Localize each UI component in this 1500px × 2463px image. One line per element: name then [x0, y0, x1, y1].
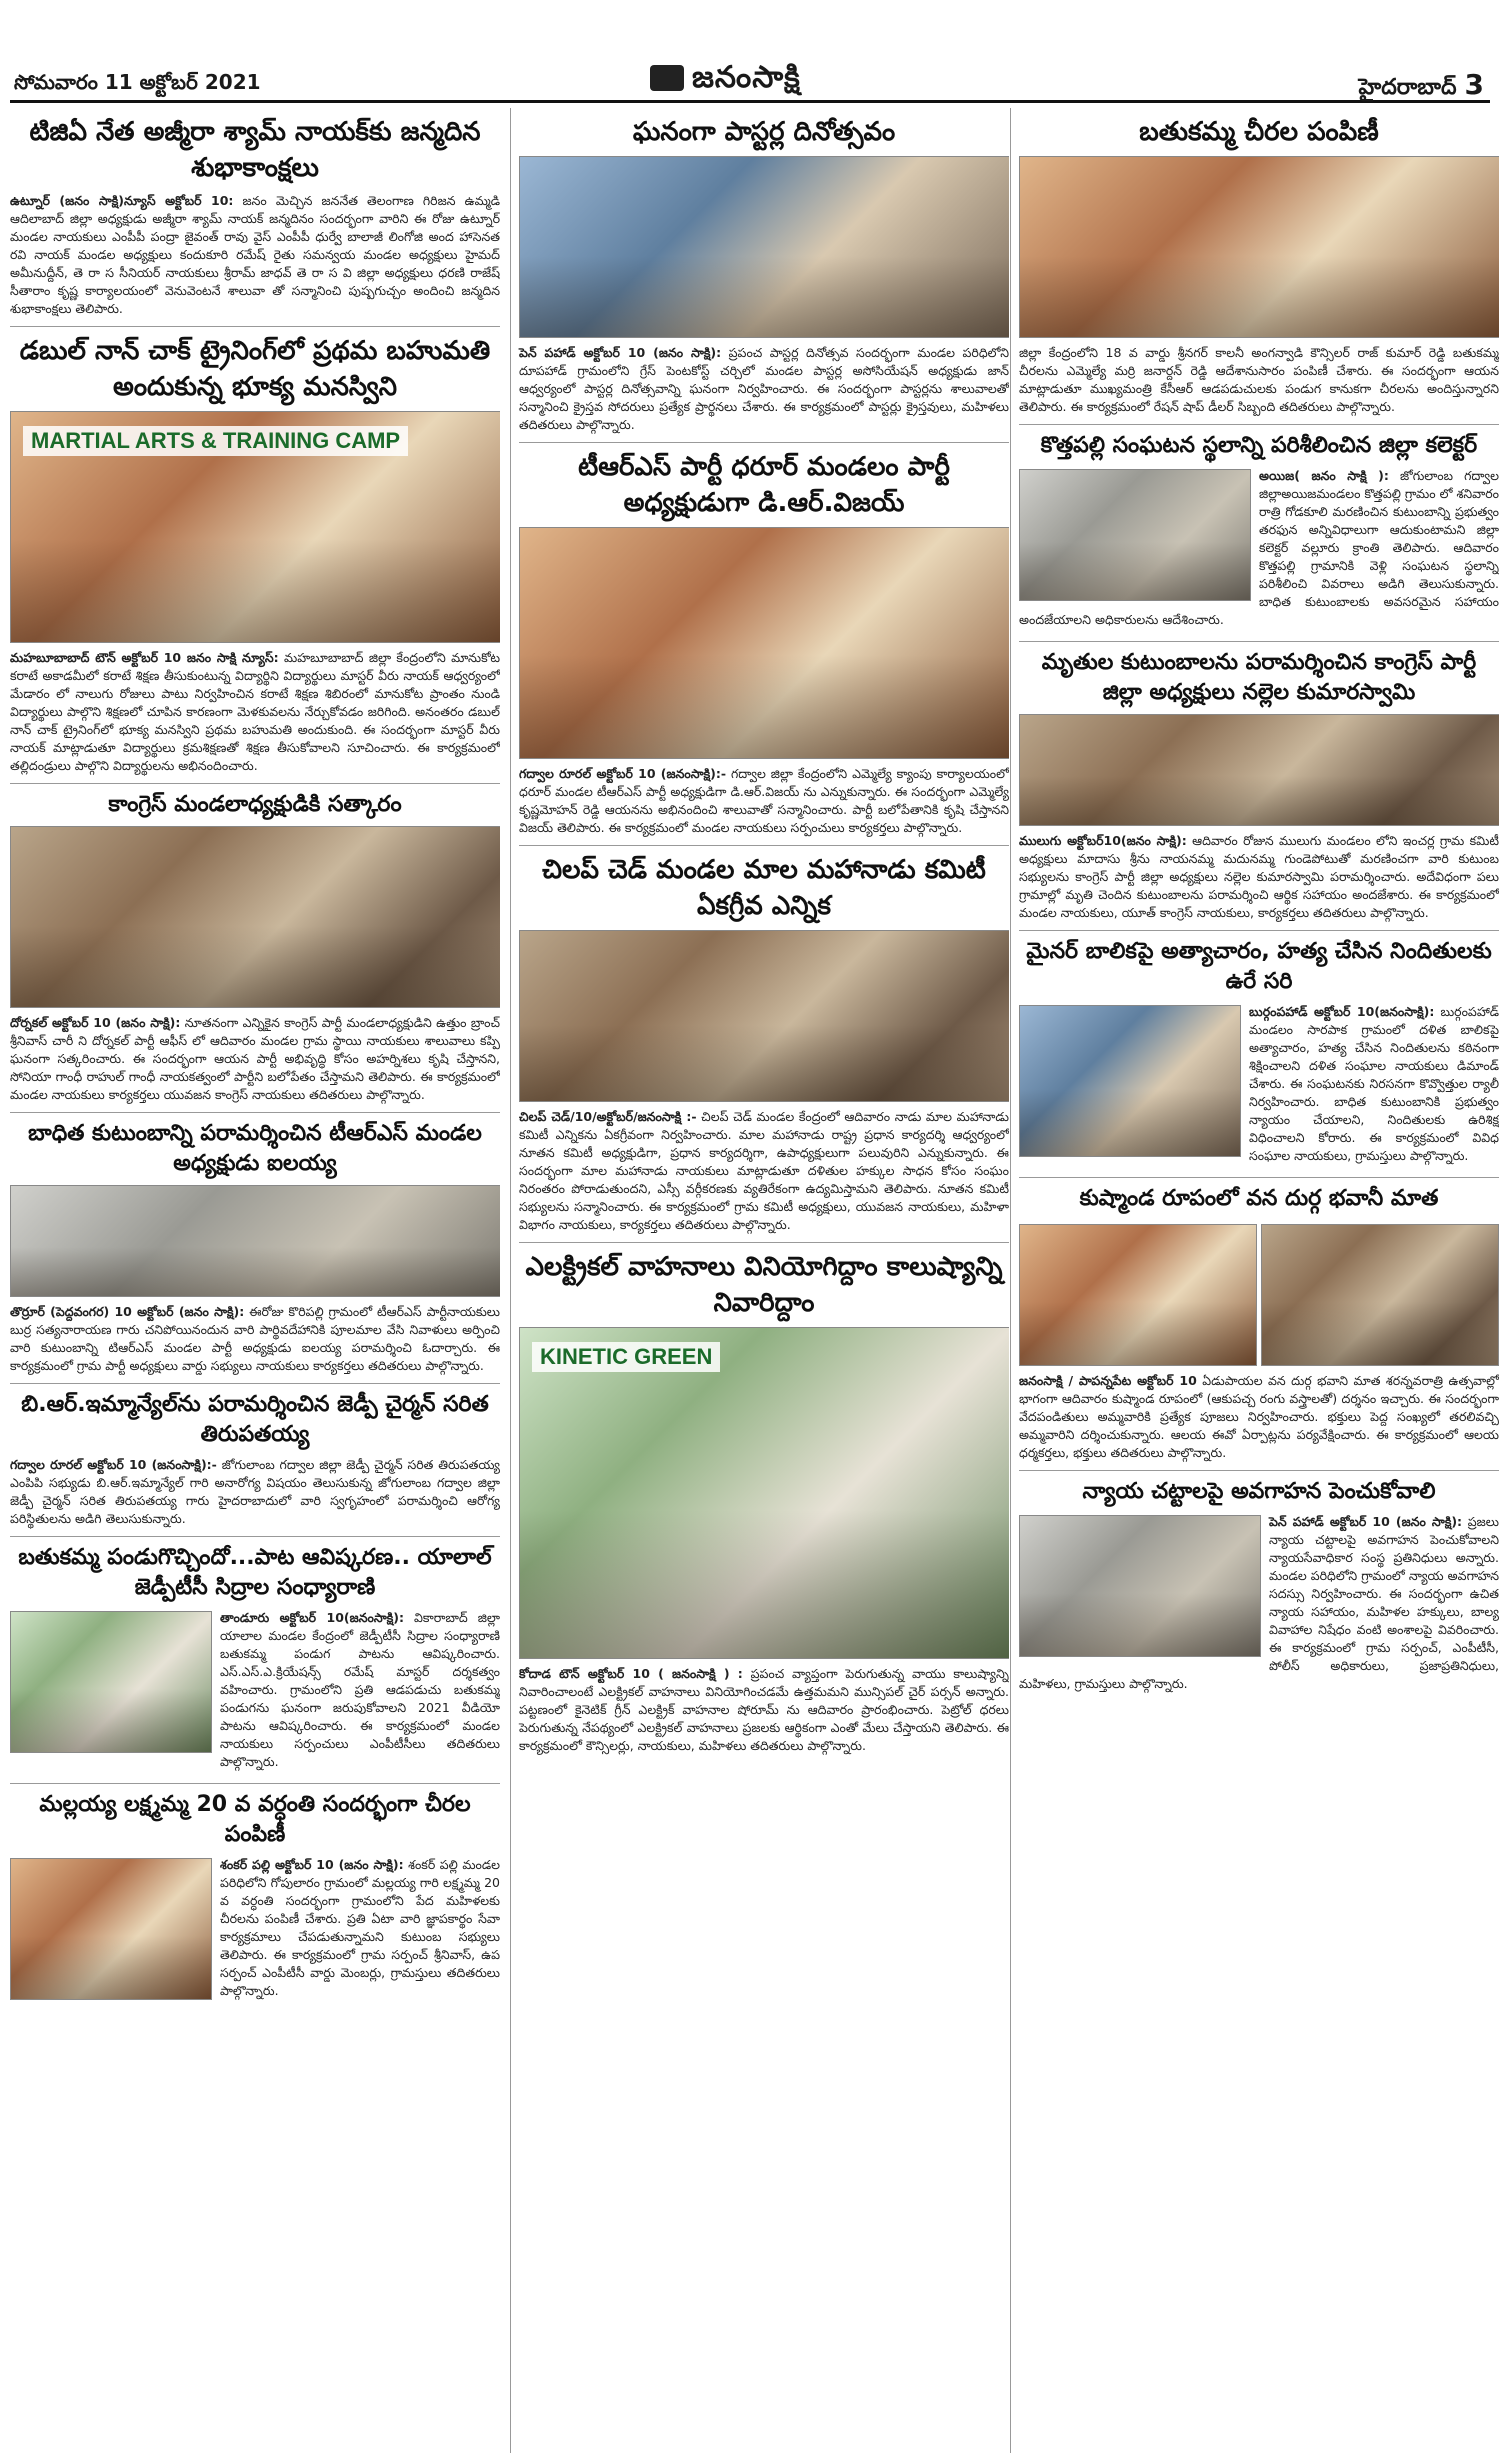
article-dateline: జనంసాక్షి / పాపన్నపేట అక్టోబర్ 10 [1019, 1373, 1197, 1388]
article-headline: మృతుల కుటుంబాలను పరామర్శించిన కాంగ్రెస్ పార్టీ జిల్లా అధ్యక్షులు నల్లెల కుమారస్వామి [1041, 650, 1477, 705]
masthead-city [1359, 68, 1484, 105]
paper-logo-icon [650, 65, 684, 91]
article-headline: టిజిఏ నేత అజ్మీరా శ్యామ్ నాయక్‌కు జన్మదిన శుభాకాంక్షలు [29, 117, 481, 183]
article-dateline: అయిజ( జనం సాక్షి ): [1259, 468, 1389, 483]
article-mala-mahanadu [519, 852, 1009, 1234]
article-congress-consolation [1019, 648, 1499, 922]
article-dateline: మహబూబాబాద్ టౌన్ అక్టోబర్ 10 జనం సాక్షి న్యూస్: [10, 650, 279, 665]
divider [519, 845, 1009, 846]
divider [1019, 424, 1499, 425]
article-text: శంకర్ పల్లి మండల పరిధిలోని గోపులారం గ్రామంలో మల్లయ్య గారి లక్ష్మమ్మ 20 వ వర్ధంతి సందర్భంగా గ్రామంలోని పేద మహిళలకు చీరలను పంపిణీ చేశారు. ప్రతి ఏటా వారి జ్ఞాపకార్థం సేవా కార్యక్రమాలు చేపడుతున్నామని కుటుంబ సభ్యులు తెలిపారు. ఈ కార్యక్రమంలో గ్రామ సర్పంచ్ శ్రీనివాస్, ఉప సర్పంచ్ ఎంపీటీసీ వార్డు మెంబర్లు, గ్రామస్తులు తదితరులు పాల్గొన్నారు. [220, 1857, 500, 1998]
masthead [10, 8, 1490, 103]
deity-photo [1261, 1224, 1499, 1366]
divider [10, 326, 500, 327]
article-headline: కాంగ్రెస్ మండలాధ్యక్షుడికి సత్కారం [108, 792, 402, 817]
article-text: ఆదివారం రోజున ములుగు మండలం లోని ఇంచర్ల గ్రామ కమిటీ అధ్యక్షులు మాదాసు శ్రీను నాయనమ్మ మదునమ్మ గుండెపోటుతో మరణించగా వారి కుటుంబ సభ్యులను కాంగ్రెస్ పార్టీ జిల్లా అధ్యక్షులు నల్లెల కుమారస్వామి పరామర్శించారు. అదేవిధంగా పలు గ్రామాల్లో మృతి చెందిన కుటుంబాలను పరామర్శించి ఆర్థిక సహాయం అందజేశారు. ఈ కార్యక్రమంలో మండల నాయకులు, యూత్ కాంగ్రెస్ నాయకులు, కార్యకర్తలు తదితరులు పాల్గొన్నారు. [1019, 833, 1499, 920]
divider [10, 783, 500, 784]
article-headline: చిలప్ చెడ్ మండల మాల మహానాడు కమిటీ ఏకగ్రీవ ఎన్నిక [542, 855, 986, 921]
article-headline: డబుల్ నాన్ చాక్ ట్రైనింగ్‌లో ప్రథమ బహుమతి అందుకున్న భూక్య మనస్విని [19, 336, 491, 402]
article-legal-awareness [1019, 1477, 1499, 1693]
article-body [1019, 832, 1499, 922]
article-body [519, 1108, 1009, 1234]
article-pastors-day [519, 114, 1009, 434]
article-dateline: పెన్ పహాడ్ అక్టోబర్ 10 (జనం సాక్షి): [1269, 1514, 1463, 1529]
article-dateline: గద్వాల రూరల్ అక్టోబర్ 10 (జనంసాక్షి):- [10, 1457, 217, 1472]
article-text: ప్రజలు న్యాయ చట్టాలపై అవగాహన పెంచుకోవాలని న్యాయసేవాధికార సంస్థ ప్రతినిధులు అన్నారు. మండల పరిధిలోని గ్రామంలో న్యాయ అవగాహన సదస్సు నిర్వహించారు. ఈ సందర్భంగా ఉచిత న్యాయ సహాయం, మహిళల హక్కులు, బాల్య వివాహాల నిషేధం వంటి అంశాలపై వివరించారు. ఈ కార్యక్రమంలో గ్రామ సర్పంచ్, ఎంపీటీసీ, పోలీస్ అధికారులు, ప్రజాప్రతినిధులు, మహిళలు, గ్రామస్తులు పాల్గొన్నారు. [1019, 1514, 1499, 1691]
article-photo [519, 156, 1009, 338]
article-dateline: ఉట్నూర్ (జనం సాక్షి)న్యూస్ అక్టోబర్ 10: [10, 193, 234, 208]
article-headline: బతుకమ్మ పండుగొచ్చిందో...పాట ఆవిష్కరణ.. యాలాల్ జెడ్పీటీసీ సిద్రాల సంధ్యారాణి [18, 1545, 492, 1600]
divider [1019, 1177, 1499, 1178]
article-text: జిల్లా కేంద్రంలోని 18 వ వార్డు శ్రీనగర్ కాలనీ అంగన్వాడి కౌన్సిలర్ రాజ్ కుమార్ రెడ్డి బతుకమ్మ చీరలను ఎమ్మెల్యే మర్రి జనార్దన్ రెడ్డి ఆదేశానుసారం పంపిణీ చేశారు. ఈ సందర్భంగా ఆయన మాట్లాడుతూ ముఖ్యమంత్రి కేసీఆర్ ఆడపడుచులకు పండుగ కానుకగా చీరలను అందిస్తున్నారని తెలిపారు. ఈ కార్యక్రమంలో రేషన్ షాప్ డీలర్ సిబ్బంది తదితరులు పాల్గొన్నారు. [1019, 345, 1499, 414]
article-headline: బాధిత కుటుంబాన్ని పరామర్శించిన టీఆర్ఎస్ మండల అధ్యక్షుడు ఐలయ్య [28, 1121, 482, 1176]
article-minor-girl-justice [1019, 937, 1499, 1173]
article-photo [10, 1185, 500, 1297]
article-headline: టీఆర్ఎస్ పార్టీ ధరూర్ మండలం పార్టీ అధ్యక్షుడుగా డి.ఆర్.విజయ్ [578, 452, 950, 518]
article-headline: ఘనంగా పాస్టర్ల దినోత్సవం [632, 117, 896, 147]
article-headline: న్యాయ చట్టాలపై అవగాహన పెంచుకోవాలి [1082, 1479, 1436, 1504]
article-body [1019, 344, 1499, 416]
article-body [10, 649, 500, 775]
divider [1019, 1470, 1499, 1471]
article-headline: మల్లయ్య లక్ష్మమ్మ 20 వ వర్ధంతి సందర్భంగా చీరల పంపిణీ [39, 1792, 471, 1847]
article-karate-prize [10, 333, 500, 775]
article-text: వికారాబాద్ జిల్లా యాలాల మండల కేంద్రంలో జెడ్పీటీసీ సిద్రాల సంధ్యారాణి బతుకమ్మ పండుగ పాటను ఆవిష్కరించారు. ఎస్.ఎస్.ఎ.క్రియేషన్స్ రమేష్ మాస్టర్ దర్శకత్వం వహించారు. గ్రామంలోని ప్రతి ఆడపడుచు బతుకమ్మ పండుగను ఘనంగా జరుపుకోవాలని 2021 వీడియో పాటను ఆవిష్కరించారు. ఈ కార్యక్రమంలో మండల నాయకులు సర్పంచులు ఎంపీటీసీలు తదితరులు పాల్గొన్నారు. [220, 1610, 500, 1769]
article-photo [10, 1858, 212, 2000]
article-body [10, 1014, 500, 1104]
divider [10, 1536, 500, 1537]
temple-photo [1019, 1224, 1257, 1366]
article-dateline: బుర్గంపహాడ్ అక్టోబర్ 10(జనంసాక్షి): [1249, 1004, 1435, 1019]
column-2 [510, 108, 1009, 2453]
article-body [10, 1303, 500, 1375]
article-birthday-wishes [10, 114, 500, 318]
article-body [10, 1456, 500, 1528]
article-text: జనం మెచ్చిన జననేత తెలంగాణ గిరిజన ఉమ్మడి ఆదిలాబాద్ జిల్లా అధ్యక్షుడు అజ్మీరా శ్యామ్ నాయక్ జన్మదినం సందర్భంగా వారిని ఈ రోజు ఉట్నూర్ మండల నాయకులు ఎంపీపీ పంద్రా జైవంత్ రావు వైస్ ఎంపీపీ ధుర్వే బాలాజీ లింగోజి అంద హాసెనత రవి నాయక్ మండల అధ్యక్షులు కందుకూరి రమేష్ రైతు సమన్వయ మండల అధ్యక్షులు హైమద్ అమీనుద్దీన్, తె రా స సీనియర్ నాయకులు శ్రీరామ్ జాధవ్ తె రా స వి జిల్లా అధ్యక్షులు ధరణి రాజేష్ సీతారాం కృష్ణ కార్యాలయంలో వెనువెంటనే శాలువా తో సన్మానించి పుష్పగుచ్చం అందించి జన్మదిన శుభాకాంక్షలు తెలిపారు. [10, 193, 500, 316]
divider [1019, 641, 1499, 642]
article-congress-felicitation [10, 790, 500, 1104]
article-text: ప్రపంచ వ్యాప్తంగా పెరుగుతున్న వాయు కాలుష్యాన్ని నివారించాలంటే ఎలక్ట్రికల్ వాహనాలు వినియోగించడమే ఉత్తమమని మున్సిపల్ చైర్ పర్సన్ అన్నారు. పట్టణంలో కైనెటిక్ గ్రీన్ ఎలక్ట్రిక్ వాహనాల షోరూమ్ ను ఆదివారం ప్రారంభించారు. పెట్రోల్ ధరలు పెరుగుతున్న నేపథ్యంలో ఎలక్ట్రికల్ వాహనాలు ప్రజలకు ఆర్థికంగా ఎంతో మేలు చేస్తాయని తెలిపారు. ఈ కార్యక్రమంలో కౌన్సిలర్లు, నాయకులు, మహిళలు తదితరులు పాల్గొన్నారు. [519, 1666, 1009, 1753]
photo-banner-text: KINETIC GREEN [532, 1342, 720, 1372]
article-headline: బి.ఆర్.ఇమ్మాన్యేల్‌ను పరామర్శించిన జెడ్పీ చైర్మన్ సరిత తిరుపతయ్య [21, 1392, 489, 1447]
article-text: ఏడుపాయల వన దుర్గ భవాని మాత శరన్నవరాత్రి ఉత్సవాల్లో భాగంగా ఆదివారం కుష్మాండ రూపంలో (ఆకుపచ్చ రంగు వస్త్రాలతో) దర్శనం ఇచ్చారు. ఈ సందర్భంగా వేదపండితులు అమ్మవారికి ప్రత్యేక పూజలు నిర్వహించారు. భక్తులు పెద్ద సంఖ్యలో తరలివచ్చి అమ్మవారిని దర్శించుకున్నారు. ఆలయ ఈవో ఏర్పాట్లను పర్యవేక్షించారు. ఈ కార్యక్రమంలో ఆలయ ధర్మకర్తలు, భక్తులు తదితరులు పాల్గొన్నారు. [1019, 1373, 1499, 1460]
article-dateline: కోదాడ టౌన్ అక్టోబర్ 10 ( జనంసాక్షి ) : [519, 1666, 743, 1681]
article-trs-consolation [10, 1119, 500, 1375]
article-text: నూతనంగా ఎన్నికైన కాంగ్రెస్ పార్టీ మండలాధ్యక్షుడిని ఉత్తుం బ్రాంచ్ శ్రీనివాస్ చారీ ని దోర్నకల్ పార్టీ ఆఫీస్ లో ఆదివారం మండల గ్రామ స్థాయి నాయకులు శాలువాలు కప్పి ఘనంగా సత్కరించారు. ఈ సందర్భంగా ఆయన పార్టీ అభివృద్ధి కోసం అహర్నిశలు కృషి చేస్తానని, సోనియా గాంధీ రాహుల్ గాంధీ నాయకత్వంలో పార్టీని బలోపేతం చేస్తామని తెలిపారు. ఈ కార్యక్రమంలో మండల నాయకులు కార్యకర్తలు యువజన కాంగ్రెస్ నాయకులు తదితరులు పాల్గొన్నారు. [10, 1015, 500, 1102]
article-electric-vehicles [519, 1249, 1009, 1755]
divider [519, 442, 1009, 443]
article-saree-distribution [10, 1790, 500, 2000]
article-text: గద్వాల జిల్లా కేంద్రంలోని ఎమ్మెల్యే క్యాంపు కార్యాలయంలో ధరూర్ మండల టీఆర్ఎస్ పార్టీ అధ్యక్షుడిగా డి.ఆర్.విజయ్ ను ఎన్నుకున్నారు. ఈ సందర్భంగా ఎమ్మెల్యే కృష్ణమోహన్ రెడ్డి ఆయనను అభినందించి శాలువాతో సన్మానించారు. పార్టీ బలోపేతానికి కృషి చేస్తానని విజయ్ తెలిపారు. ఈ కార్యక్రమంలో మండల నాయకులు సర్పంచులు కార్యకర్తలు పాల్గొన్నారు. [519, 766, 1009, 835]
article-bathukamma-song [10, 1543, 500, 1779]
article-dateline: శంకర్ పల్లి అక్టోబర్ 10 (జనం సాక్షి): [220, 1857, 404, 1872]
divider [10, 1112, 500, 1113]
photo-banner-text: MARTIAL ARTS & TRAINING CAMP [23, 426, 408, 456]
article-headline: కొత్తపల్లి సంఘటన స్థలాన్ని పరిశీలించిన జిల్లా కలెక్టర్ [1040, 433, 1478, 458]
article-zp-chairman-visit [10, 1390, 500, 1528]
article-text: ప్రపంచ పాస్టర్ల దినోత్సవ సందర్భంగా మండల పరిధిలోని దూపహాడ్ గ్రామంలోని గ్రేస్ పెంటకోస్ట్ చర్చిలో మండల పాస్టర్ల అసోసియేషన్ అధ్యక్షుడు జాన్ ఆధ్వర్యంలో పాస్టర్ల దినోత్సవాన్ని ఘనంగా నిర్వహించారు. ఈ సందర్భంగా పాస్టర్లను శాలువాలతో సన్మానించి క్రైస్తవ సోదరులు ప్రత్యేక ప్రార్థనలు చేశారు. ఈ కార్యక్రమంలో పాస్టర్లు క్రైస్తవులు, మహిళలు తదితరులు పాల్గొన్నారు. [519, 345, 1009, 432]
article-headline: మైనర్ బాలికపై అత్యాచారం, హత్య చేసిన నిందితులకు ఉరే సరి [1026, 939, 1492, 994]
article-photo [519, 527, 1009, 759]
article-body [519, 765, 1009, 837]
article-dateline: గద్వాల రూరల్ అక్టోబర్ 10 (జనంసాక్షి):- [519, 766, 727, 781]
article-text: బుర్గంపహాడ్ మండలం సారపాక గ్రామంలో దళిత బాలికపై అత్యాచారం, హత్య చేసిన నిందితులను కఠినంగా శిక్షించాలని దళిత సంఘాల నాయకులు డిమాండ్ చేశారు. ఈ సంఘటనకు నిరసనగా కొవ్వొత్తుల ర్యాలీ నిర్వహించారు. బాధిత కుటుంబానికి ప్రభుత్వం న్యాయం చేయాలని, నిందితులకు ఉరిశిక్ష విధించాలని కోరారు. ఈ కార్యక్రమంలో వివిధ సంఘాల నాయకులు, గ్రామస్తులు పాల్గొన్నారు. [1249, 1004, 1499, 1163]
article-dateline: ములుగు అక్టోబర్10(జనం సాక్షి): [1019, 833, 1187, 848]
article-photo [10, 411, 500, 643]
article-dateline: పెన్ పహాడ్ అక్టోబర్ 10 (జనం సాక్షి): [519, 345, 722, 360]
article-text: ఈరోజు కొరిపల్లి గ్రామంలో టీఆర్ఎస్ పార్టీనాయకులు బుర్ర సత్యనారాయణ గారు చనిపోయినందున వారి పార్థివదేహానికి పూలమాల వేసి నివాళులు అర్పించి వారి కుటుంబాన్ని టిఆర్ఎస్ మండల పార్టీ అధ్యక్షుడు ఐలయ్య పరామర్శించి ఓదార్చారు. ఈ కార్యక్రమంలో గ్రామ పార్టీ అధ్యక్షులు వార్డు సభ్యులు నాయకులు కార్యకర్తలు తదితరులు పాల్గొన్నారు. [10, 1304, 500, 1373]
article-vana-durga [1019, 1184, 1499, 1462]
divider [10, 1783, 500, 1784]
article-photo [1019, 714, 1499, 826]
article-headline: బతుకమ్మ చీరల పంపిణీ [1139, 117, 1379, 147]
divider [519, 1242, 1009, 1243]
article-bathukamma-sarees [1019, 114, 1499, 416]
article-photo [519, 1327, 1009, 1659]
article-dateline: తొర్రూర్ (పెద్దవంగర) 10 అక్టోబర్ (జనం సాక్షి): [10, 1304, 245, 1319]
article-photo [10, 826, 500, 1008]
article-body [519, 344, 1009, 434]
article-body [1019, 1372, 1499, 1462]
article-dateline: దోర్నకల్ అక్టోబర్ 10 (జనం సాక్షి): [10, 1015, 181, 1030]
masthead-date: సోమవారం 11 అక్టోబర్ 2021 [14, 70, 261, 94]
city-text: హైదరాబాద్ [1358, 75, 1457, 100]
article-collector-visit [1019, 431, 1499, 637]
article-text: చిలప్ చెడ్ మండల కేంద్రంలో ఆదివారం నాడు మాల మహానాడు కమిటీ ఎన్నికను ఏకగ్రీవంగా నిర్వహించారు. మాల మహానాడు రాష్ట్ర ప్రధాన కార్యదర్శి ఆధ్వర్యంలో నూతన కమిటీ అధ్యక్షుడిగా, ప్రధాన కార్యదర్శిగా, ఉపాధ్యక్షులుగా పలువురిని ఎన్నుకున్నారు. ఈ సందర్భంగా మాల మహానాడు నాయకులు మాట్లాడుతూ దళితుల హక్కుల సాధన కోసం సంఘం నిరంతరం పోరాడుతుందని, ఎస్సీ వర్గీకరణకు వ్యతిరేకంగా ఉద్యమిస్తామని తెలిపారు. నూతన కమిటీ సభ్యులను సన్మానించారు. ఈ కార్యక్రమంలో గ్రామ కమిటీ అధ్యక్షులు, యువజన నాయకులు, మహిళా విభాగం నాయకులు, కార్యకర్తలు తదితరులు పాల్గొన్నారు. [519, 1109, 1009, 1232]
article-photo [10, 1611, 212, 1753]
article-body [10, 192, 500, 318]
column-3 [1010, 108, 1499, 2453]
divider [10, 1383, 500, 1384]
article-photo [519, 930, 1009, 1102]
article-text: మహబూబాబాద్ జిల్లా కేంద్రంలోని మానుకోట కరాటే అకాడమీలో కరాటే శిక్షణ తీసుకుంటున్న విద్యార్థిని విద్యార్థులు మాస్టర్ వీరు నాయక్ ఆధ్వర్యంలో మేడారం లో నాలుగు రోజులు పాటు నిర్వహించిన కరాటే శిక్షణ శిబిరంలో మానుకోట ప్రాంతం నుండి విద్యార్థులు పాల్గొని శిక్షణలో చూపిన కారణంగా మెళకువలను నేర్చుకోవడం జరిగింది. అనంతరం డబుల్ నాన్ చాక్ ట్రైనింగ్‌లో భూక్య మనస్విని ప్రథమ బహుమతి అందుకుంది. ఈ సందర్భంగా మాస్టర్ వీరు నాయక్ మాట్లాడుతూ విద్యార్థులు క్రమశిక్షణతో శిక్షణ తీసుకోవాలని సూచించారు. ఈ కార్యక్రమంలో తల్లిదండ్రులు పాల్గొని విద్యార్థులను అభినందించారు. [10, 650, 500, 773]
article-photo [1019, 469, 1251, 601]
article-body [519, 1665, 1009, 1755]
column-1 [10, 108, 500, 2453]
paper-name-text: జనంసాక్షి [692, 60, 801, 95]
article-photo [1019, 1515, 1261, 1657]
article-photo [1019, 156, 1499, 338]
article-dateline: తాండూరు అక్టోబర్ 10(జనంసాక్షి): [220, 1610, 404, 1625]
page-number: 3 [1464, 68, 1484, 101]
article-headline: కుష్మాండ రూపంలో వన దుర్గ భవానీ మాత [1079, 1186, 1439, 1211]
divider [1019, 930, 1499, 931]
article-headline: ఎలక్ట్రికల్ వాహనాలు వినియోగిద్దాం కాలుష్యాన్ని నివారిద్దాం [525, 1252, 1003, 1318]
article-photo [1019, 1005, 1241, 1157]
article-trs-president [519, 449, 1009, 837]
masthead-paper-name [650, 60, 801, 102]
article-dateline: చిలప్ చెడ్/10/అక్టోబర్/జనంసాక్షి :- [519, 1109, 697, 1124]
photo-pair [1019, 1220, 1499, 1372]
article-text: జోగులాంబ గద్వాల జిల్లాఅయిజమండలం కొత్తపల్లి గ్రామం లో శనివారం రాత్రి గోడకూలి మరణించిన కుటుంబాన్ని ప్రభుత్వం తరఫున అన్నివిధాలుగా ఆదుకుంటామని జిల్లా కలెక్టర్ వల్లూరు క్రాంతి తెలిపారు. ఆదివారం కొత్తపల్లి గ్రామానికి వెళ్లి సంఘటన స్థలాన్ని పరిశీలించి వివరాలు అడిగి తెలుసుకున్నారు. బాధిత కుటుంబాలకు అవసరమైన సహాయం అందజేయాలని అధికారులను ఆదేశించారు. [1019, 468, 1499, 627]
article-text: జోగులాంబ గద్వాల జిల్లా జెడ్పీ చైర్మన్ సరిత తిరుపతయ్య ఎంపిపి సభ్యుడు బి.ఆర్.ఇమ్మాన్యేల్ గారి అనారోగ్య విషయం తెలుసుకున్న జోగులాంబ గద్వాల జిల్లా జెడ్పీ చైర్మన్ సరిత తిరుపతయ్య గారు హైదరాబాదులో వారి స్వగృహంలో పరామర్శించి ఆరోగ్య పరిస్థితులను అడిగి తెలుసుకున్నారు. [10, 1457, 500, 1526]
